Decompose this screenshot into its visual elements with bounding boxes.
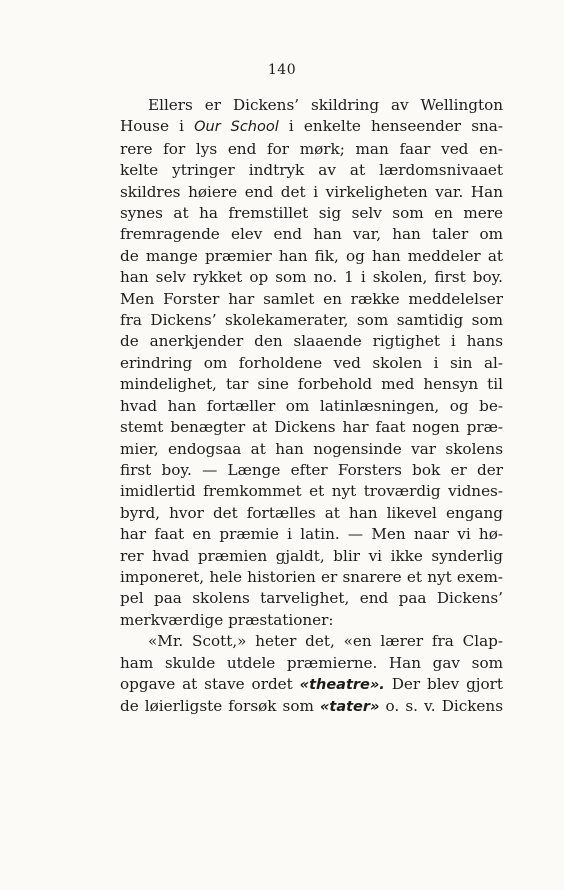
text-line: imponeret, hele historien er snarere et nyt exem- bbox=[120, 567, 503, 586]
body-text bbox=[120, 95, 503, 719]
text-line: de mange præmier han fik, og han meddeler at bbox=[120, 246, 503, 265]
text-line bbox=[120, 696, 503, 718]
text-fragment: de løierligste forsøk som bbox=[120, 697, 320, 716]
text-line: fremragende elev end han var, han taler om bbox=[120, 225, 503, 244]
text-line: har faat en præmie i latin. — Men naar vi hø- bbox=[120, 525, 503, 544]
text-line: «Mr. Scott,» heter det, «en lærer fra Clap- bbox=[148, 632, 503, 651]
italic-title: Our School bbox=[194, 119, 279, 136]
text-line: hvad han fortæller om latinlæsningen, og be- bbox=[120, 396, 503, 415]
text-fragment: i enkelte henseender sna- bbox=[278, 117, 503, 136]
text-line bbox=[120, 116, 503, 138]
text-line: kelte ytringer indtryk av at lærdomsnivaaet bbox=[120, 161, 503, 180]
italic-word: «tater» bbox=[319, 699, 380, 716]
text-line: mier, endogsaa at han nogensinde var skolens bbox=[120, 439, 503, 458]
text-line: stemt benægter at Dickens har faat nogen præ- bbox=[120, 418, 503, 437]
text-line: ham skulde utdele præmierne. Han gav som bbox=[120, 653, 503, 672]
text-fragment: opgave at stave ordet bbox=[120, 674, 300, 693]
italic-word: «theatre». bbox=[299, 676, 385, 693]
text-line: de anerkjender den slaaende rigtighet i hans bbox=[120, 332, 503, 351]
text-line bbox=[120, 674, 503, 696]
text-line: mindelighet, tar sine forbehold med hensyn til bbox=[120, 375, 503, 394]
text-line: skildres høiere end det i virkeligheten var. Han bbox=[120, 182, 503, 201]
text-fragment: Der blev gjort bbox=[384, 674, 504, 693]
page-number: 140 bbox=[267, 62, 297, 78]
text-line: erindring om forholdene ved skolen i sin al- bbox=[120, 353, 503, 372]
text-fragment: House i bbox=[120, 117, 195, 136]
text-line: fra Dickens’ skolekamerater, som samtidig som bbox=[120, 311, 503, 330]
text-line: Men Forster har samlet en række meddelelser bbox=[120, 289, 503, 308]
text-line: merkværdige præstationer: bbox=[120, 610, 334, 629]
text-fragment: o. s. v. Dickens bbox=[379, 697, 503, 716]
text-line: Ellers er Dickens’ skildring av Wellington bbox=[148, 96, 503, 114]
text-line: rer hvad præmien gjaldt, blir vi ikke synderlig bbox=[120, 546, 503, 565]
text-line: rere for lys end for mørk; man faar ved en- bbox=[120, 139, 503, 158]
text-line: first boy. — Længe efter Forsters bok er der bbox=[120, 460, 503, 479]
text-line: byrd, hvor det fortælles at han likevel engang bbox=[120, 503, 503, 522]
text-line: imidlertid fremkommet et nyt troværdig vidnes- bbox=[120, 482, 503, 501]
text-line: pel paa skolens tarvelighet, end paa Dickens’ bbox=[120, 589, 503, 608]
text-line: synes at ha fremstillet sig selv som en mere bbox=[120, 204, 503, 223]
text-line: han selv rykket op som no. 1 i skolen, first boy. bbox=[120, 268, 503, 287]
